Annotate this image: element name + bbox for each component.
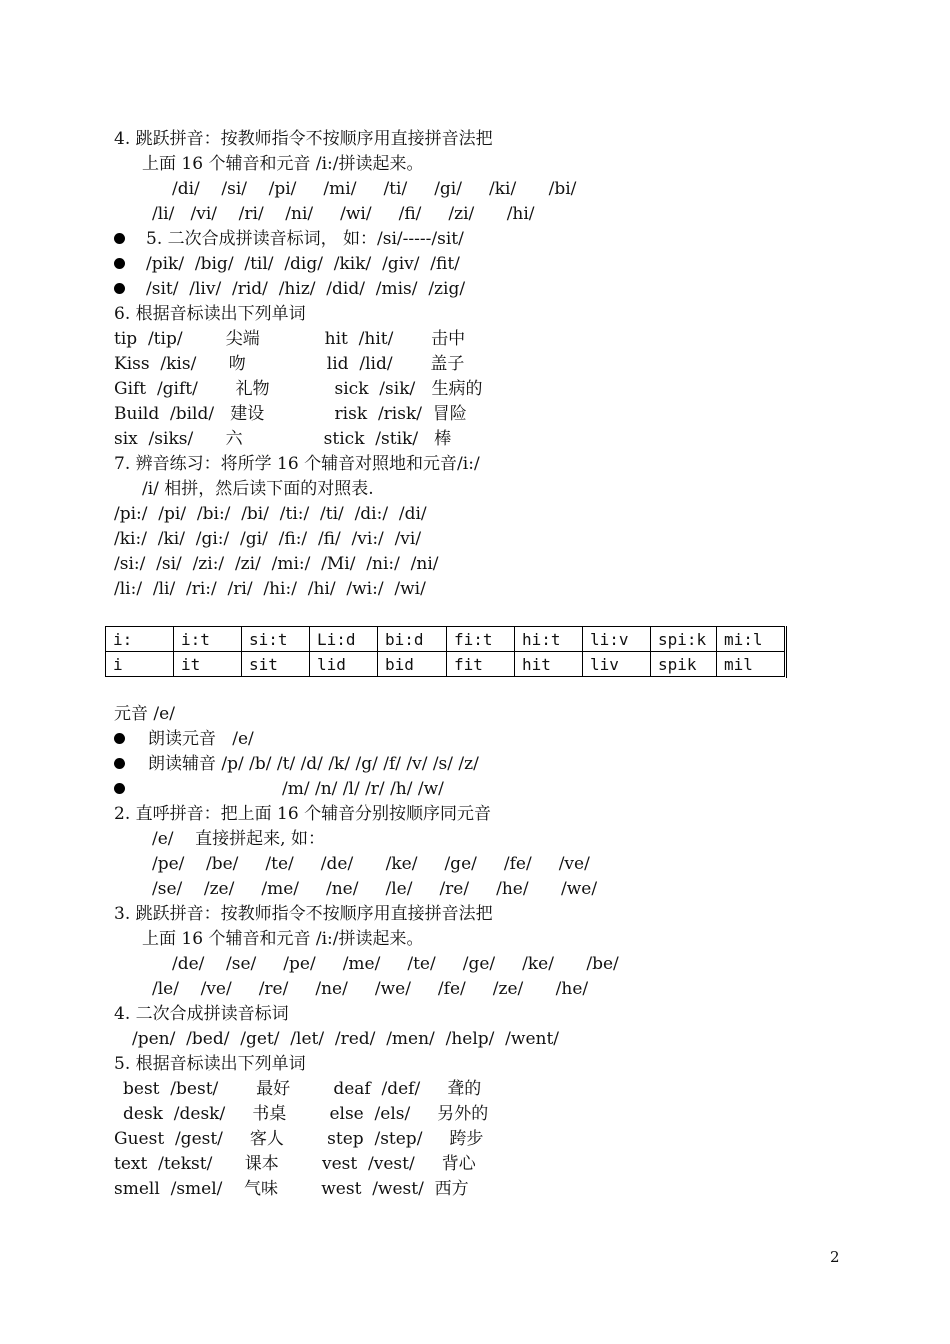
syllable-row: /le/ /ve/ /re/ /ne/ /we/ /fe/ /ze/ /he/ [152,979,589,999]
table-cell: spi:k [651,627,717,652]
vocab-row: text /tekst/ 课本 vest /vest/ 背心 [114,1154,476,1174]
text-line: /m/ /n/ /l/ /r/ /h/ /w/ [282,779,444,799]
syllable-row: /pi:/ /pi/ /bi:/ /bi/ /ti:/ /ti/ /di:/ /di/ [114,504,427,524]
vocab-row: Build /bild/ 建设 risk /risk/ 冒险 [114,404,467,424]
table-border-line [786,626,787,678]
syllable-row: /pik/ /big/ /til/ /dig/ /kik/ /giv/ /fit/ [146,254,460,274]
syllable-row: /de/ /se/ /pe/ /me/ /te/ /ge/ /ke/ /be/ [172,954,619,974]
syllable-row: /ki:/ /ki/ /gi:/ /gi/ /fi:/ /fi/ /vi:/ /vi/ [114,529,422,549]
section-5-heading: 5. 根据音标读出下列单词 [114,1054,306,1074]
vocab-row: Kiss /kis/ 吻 lid /lid/ 盖子 [114,354,465,374]
vocab-row: six /siks/ 六 stick /stik/ 棒 [114,429,452,449]
table-cell: i [106,652,174,677]
table-cell: hi:t [515,627,583,652]
table-cell: fi:t [447,627,515,652]
section-3-heading: 3. 跳跃拼音：按教师指令不按顺序用直接拼音法把 [114,904,493,924]
page-number: 2 [830,1248,840,1266]
syllable-row: /pe/ /be/ /te/ /de/ /ke/ /ge/ /fe/ /ve/ [152,854,590,874]
text-line: 5. 二次合成拼读音标词， 如：/si/-----/sit/ [146,229,464,249]
table-cell: lid [310,652,378,677]
table-cell: bid [378,652,447,677]
table-row [106,627,785,652]
bullet-icon [114,258,125,269]
table-cell: i: [106,627,174,652]
table-cell: i:t [174,627,242,652]
vocab-row: smell /smel/ 气味 west /west/ 西方 [114,1179,469,1199]
syllable-row: /si:/ /si/ /zi:/ /zi/ /mi:/ /Mi/ /ni:/ /ni/ [114,554,439,574]
text-line: 上面 16 个辅音和元音 /i:/拼读起来。 [142,929,424,949]
table-cell: fit [447,652,515,677]
text-line: /i/ 相拼，然后读下面的对照表. [142,479,374,499]
table-cell: spik [651,652,717,677]
section-6-heading: 6. 根据音标读出下列单词 [114,304,306,324]
section-7-heading: 7. 辨音练习：将所学 16 个辅音对照地和元音/i:/ [114,454,480,474]
table-row [106,652,785,677]
bullet-icon [114,783,125,794]
vocab-row: desk /desk/ 书桌 else /els/ 另外的 [123,1104,489,1124]
table-cell: sit [242,652,310,677]
table-cell: li:v [583,627,651,652]
vocab-row: Gift /gift/ 礼物 sick /sik/ 生病的 [114,379,483,399]
bullet-icon [114,233,125,244]
bullet-icon [114,283,125,294]
vowel-e-heading: 元音 /e/ [114,704,175,724]
syllable-row: /li/ /vi/ /ri/ /ni/ /wi/ /fi/ /zi/ /hi/ [152,204,535,224]
vocab-row: tip /tip/ 尖端 hit /hit/ 击中 [114,329,466,349]
table-cell: it [174,652,242,677]
syllable-row: /se/ /ze/ /me/ /ne/ /le/ /re/ /he/ /we/ [152,879,598,899]
bullet-icon [114,758,125,769]
text-line: /e/ 直接拼起来, 如： [152,829,325,849]
table-cell: Li:d [310,627,378,652]
section-4-heading: 4. 二次合成拼读音标词 [114,1004,289,1024]
table-cell: mil [717,652,785,677]
vocab-row: best /best/ 最好 deaf /def/ 聋的 [123,1079,482,1099]
table-cell: liv [583,652,651,677]
table-cell: bi:d [378,627,447,652]
bullet-icon [114,733,125,744]
syllable-row: /di/ /si/ /pi/ /mi/ /ti/ /gi/ /ki/ /bi/ [172,179,577,199]
syllable-row: /sit/ /liv/ /rid/ /hiz/ /did/ /mis/ /zig/ [146,279,466,299]
table-cell: si:t [242,627,310,652]
section-4-heading: 4. 跳跃拼音：按教师指令不按顺序用直接拼音法把 [114,129,493,149]
text-line: 上面 16 个辅音和元音 /i:/拼读起来。 [142,154,424,174]
syllable-row: /pen/ /bed/ /get/ /let/ /red/ /men/ /help/ /went/ [132,1029,560,1049]
syllable-row: /li:/ /li/ /ri:/ /ri/ /hi:/ /hi/ /wi:/ /wi/ [114,579,426,599]
text-line: 朗读辅音 /p/ /b/ /t/ /d/ /k/ /g/ /f/ /v/ /s/ /z/ [148,754,479,774]
table-cell: hit [515,652,583,677]
phonetic-comparison-table [105,626,785,677]
vocab-row: Guest /gest/ 客人 step /step/ 跨步 [114,1129,484,1149]
section-2-heading: 2. 直呼拼音：把上面 16 个辅音分别按顺序同元音 [114,804,492,824]
text-line: 朗读元音 /e/ [148,729,254,749]
table-cell: mi:l [717,627,785,652]
